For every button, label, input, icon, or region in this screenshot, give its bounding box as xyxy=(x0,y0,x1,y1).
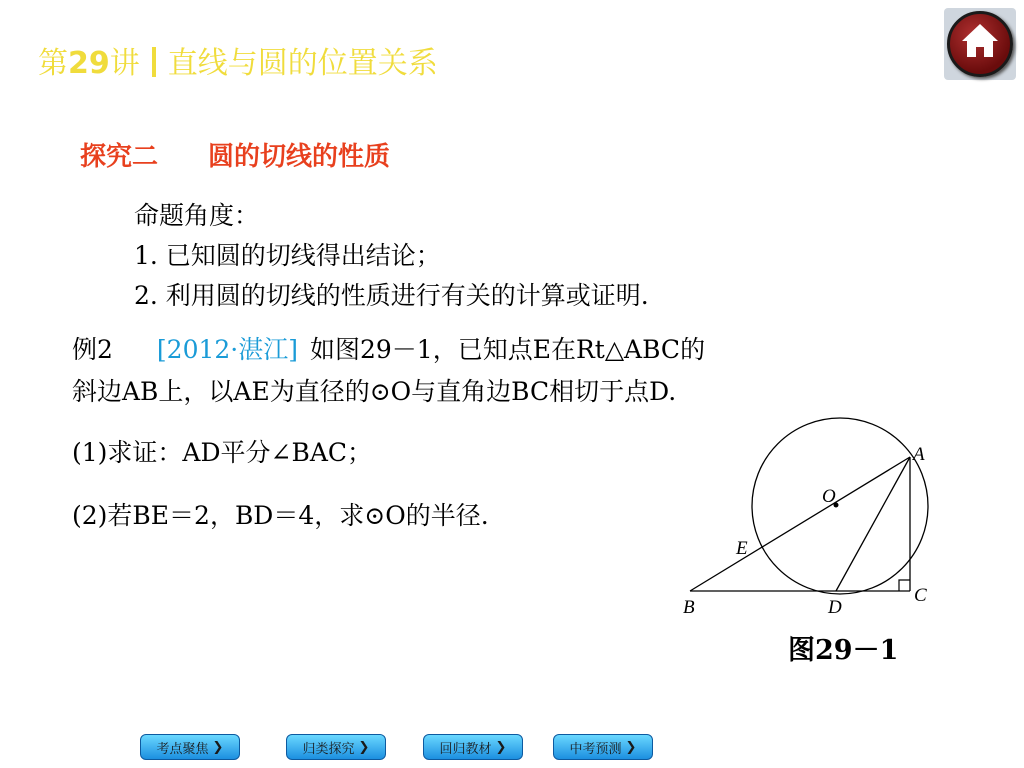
point-label-o: O xyxy=(822,486,836,507)
example-source: [2012·湛江] xyxy=(156,335,298,364)
lesson-topic: 直线与圆的位置关系 xyxy=(167,46,438,81)
point-label-c: C xyxy=(914,585,927,606)
nav-label: 归类探究 xyxy=(302,741,355,757)
proposition-item: 2. 利用圆的切线的性质进行有关的计算或证明. xyxy=(134,281,649,310)
home-icon xyxy=(947,11,1013,77)
point-label-b: B xyxy=(683,597,695,618)
example-line-1: 如图29－1，已知点E在Rt△ABC的 xyxy=(309,335,706,364)
chevron-right-icon: ❯ xyxy=(358,739,370,755)
title-separator xyxy=(152,47,156,77)
example-label: 例2 xyxy=(72,335,113,364)
geometry-figure xyxy=(670,410,950,640)
nav-button-focus[interactable] xyxy=(140,734,240,760)
section-label: 探究二 xyxy=(80,142,159,172)
section-title: 圆的切线的性质 xyxy=(208,142,391,172)
chevron-right-icon: ❯ xyxy=(625,739,637,755)
point-label-d: D xyxy=(828,597,842,618)
example-problem xyxy=(72,329,705,413)
nav-label: 考点聚焦 xyxy=(156,741,209,757)
question-1: (1)求证：AD平分∠BAC； xyxy=(72,438,373,467)
figure-caption: 图29－1 xyxy=(788,635,899,666)
nav-button-forecast[interactable] xyxy=(553,734,653,760)
chevron-right-icon: ❯ xyxy=(212,739,224,755)
lesson-prefix: 第 xyxy=(38,46,68,81)
proposition-heading: 命题角度： xyxy=(134,201,260,230)
nav-button-textbook[interactable] xyxy=(423,734,523,760)
nav-label: 中考预测 xyxy=(569,741,622,757)
proposition-angles xyxy=(134,196,649,316)
proposition-item: 1. 已知圆的切线得出结论； xyxy=(134,241,441,270)
segment-ab xyxy=(690,457,910,591)
chevron-right-icon: ❯ xyxy=(495,739,507,755)
nav-label: 回归教材 xyxy=(439,741,492,757)
circle-o xyxy=(752,418,928,594)
nav-button-explore[interactable] xyxy=(286,734,386,760)
lesson-title xyxy=(38,38,438,82)
example-line-2: 斜边AB上，以AE为直径的⊙O与直角边BC相切于点D. xyxy=(72,377,677,406)
right-angle-mark xyxy=(899,580,910,591)
question-2: (2)若BE＝2，BD＝4，求⊙O的半径. xyxy=(72,501,489,530)
lesson-suffix: 讲 xyxy=(109,46,140,81)
section-heading xyxy=(80,136,390,173)
point-label-a: A xyxy=(913,444,925,465)
home-button[interactable] xyxy=(944,8,1016,80)
lesson-number: 29 xyxy=(68,46,110,81)
point-label-e: E xyxy=(736,538,748,559)
